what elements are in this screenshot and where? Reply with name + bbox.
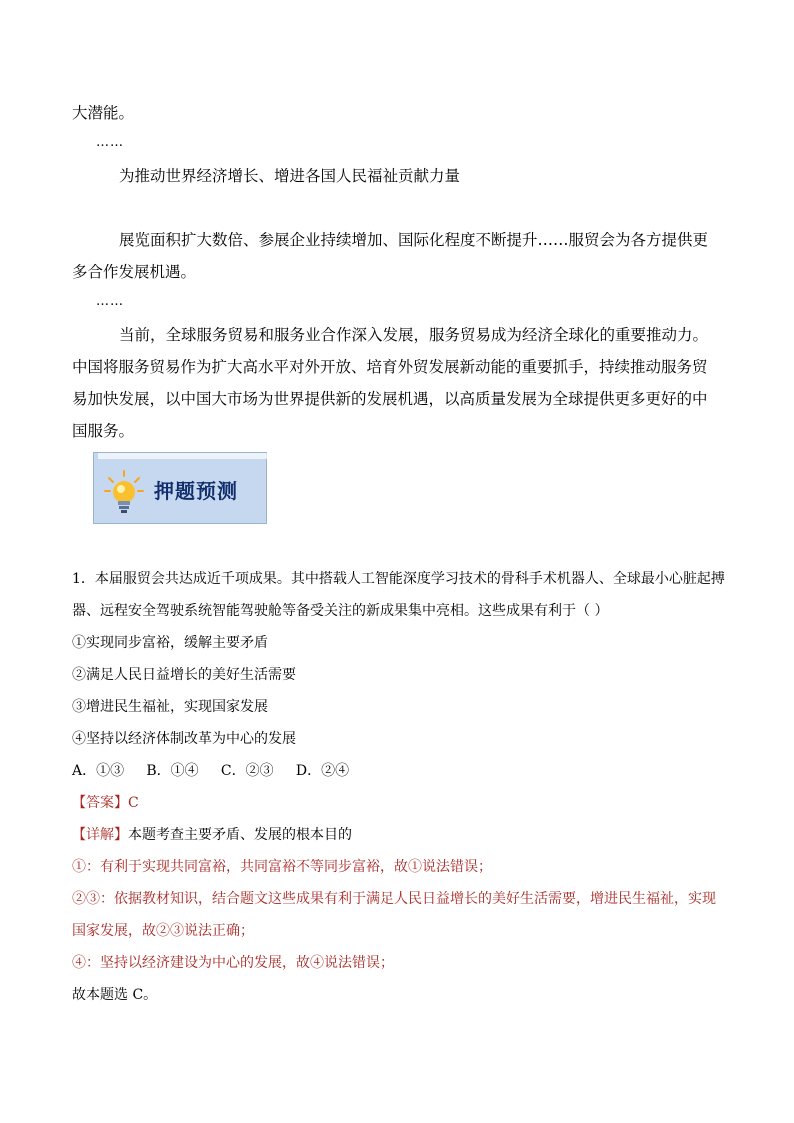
ellipsis-2: …… (96, 294, 124, 309)
paragraph-tail: 大潜能。 (72, 104, 135, 122)
detail-line-2a: ②③：依据教材知识，结合题文这些成果有利于满足人民日益增长的美好生活需要，增进民生福祉，实现 (72, 891, 716, 907)
detail-line-1: ①：有利于实现共同富裕，共同富裕不等同步富裕，故①说法错误； (72, 859, 492, 875)
answer-label: 【答案】 (72, 795, 128, 811)
option-2: ②满足人民日益增长的美好生活需要 (72, 667, 296, 683)
option-4: ④坚持以经济体制改革为中心的发展 (72, 731, 296, 747)
detail-row (72, 825, 352, 845)
answer-row (72, 793, 139, 813)
paragraph-2-line-2: 多合作发展机遇。 (72, 263, 197, 281)
ellipsis-1: …… (96, 135, 124, 150)
paragraph-2-line-1: 展览面积扩大数倍、参展企业持续增加、国际化程度不断提升……服贸会为各方提供更 (119, 231, 709, 249)
detail-intro: 本题考查主要矛盾、发展的根本目的 (128, 827, 352, 843)
lightbulb-icon (104, 469, 144, 517)
banner-label: 押题预测 (154, 479, 238, 503)
section-heading: 为推动世界经济增长、增进各国人民福祉贡献力量 (119, 167, 461, 185)
detail-label: 【详解】 (72, 827, 128, 843)
option-3: ③增进民生福祉，实现国家发展 (72, 699, 268, 715)
paragraph-3-line-4: 国服务。 (72, 422, 135, 440)
detail-line-2b: 国家发展，故②③说法正确； (72, 923, 254, 939)
answer-value: C (128, 795, 139, 811)
paragraph-3-line-3: 易加快发展，以中国大市场为世界提供新的发展机遇，以高质量发展为全球提供更多更好的中 (72, 390, 708, 408)
prediction-banner (93, 452, 267, 524)
paragraph-3-line-1: 当前，全球服务贸易和服务业合作深入发展，服务贸易成为经济全球化的重要推动力。 (119, 326, 709, 344)
answer-choices: A．①③ B．①④ C．②③ D．②④ (72, 763, 350, 779)
question-stem-line-1: 1．本届服贸会共达成近千项成果。其中搭载人工智能深度学习技术的骨科手术机器人、全球最小心脏起搏 (72, 571, 725, 587)
detail-line-3: ④：坚持以经济建设为中心的发展，故④说法错误； (72, 955, 394, 971)
paragraph-3-line-2: 中国将服务贸易作为扩大高水平对外开放、培育外贸发展新动能的重要抓手，持续推动服务贸 (72, 358, 708, 376)
option-1: ①实现同步富裕，缓解主要矛盾 (72, 635, 268, 651)
question-stem-line-2: 器、远程安全驾驶系统智能驾驶舱等备受关注的新成果集中亮相。这些成果有利于（ ） (72, 603, 609, 619)
detail-conclusion: 故本题选 C。 (72, 987, 158, 1003)
